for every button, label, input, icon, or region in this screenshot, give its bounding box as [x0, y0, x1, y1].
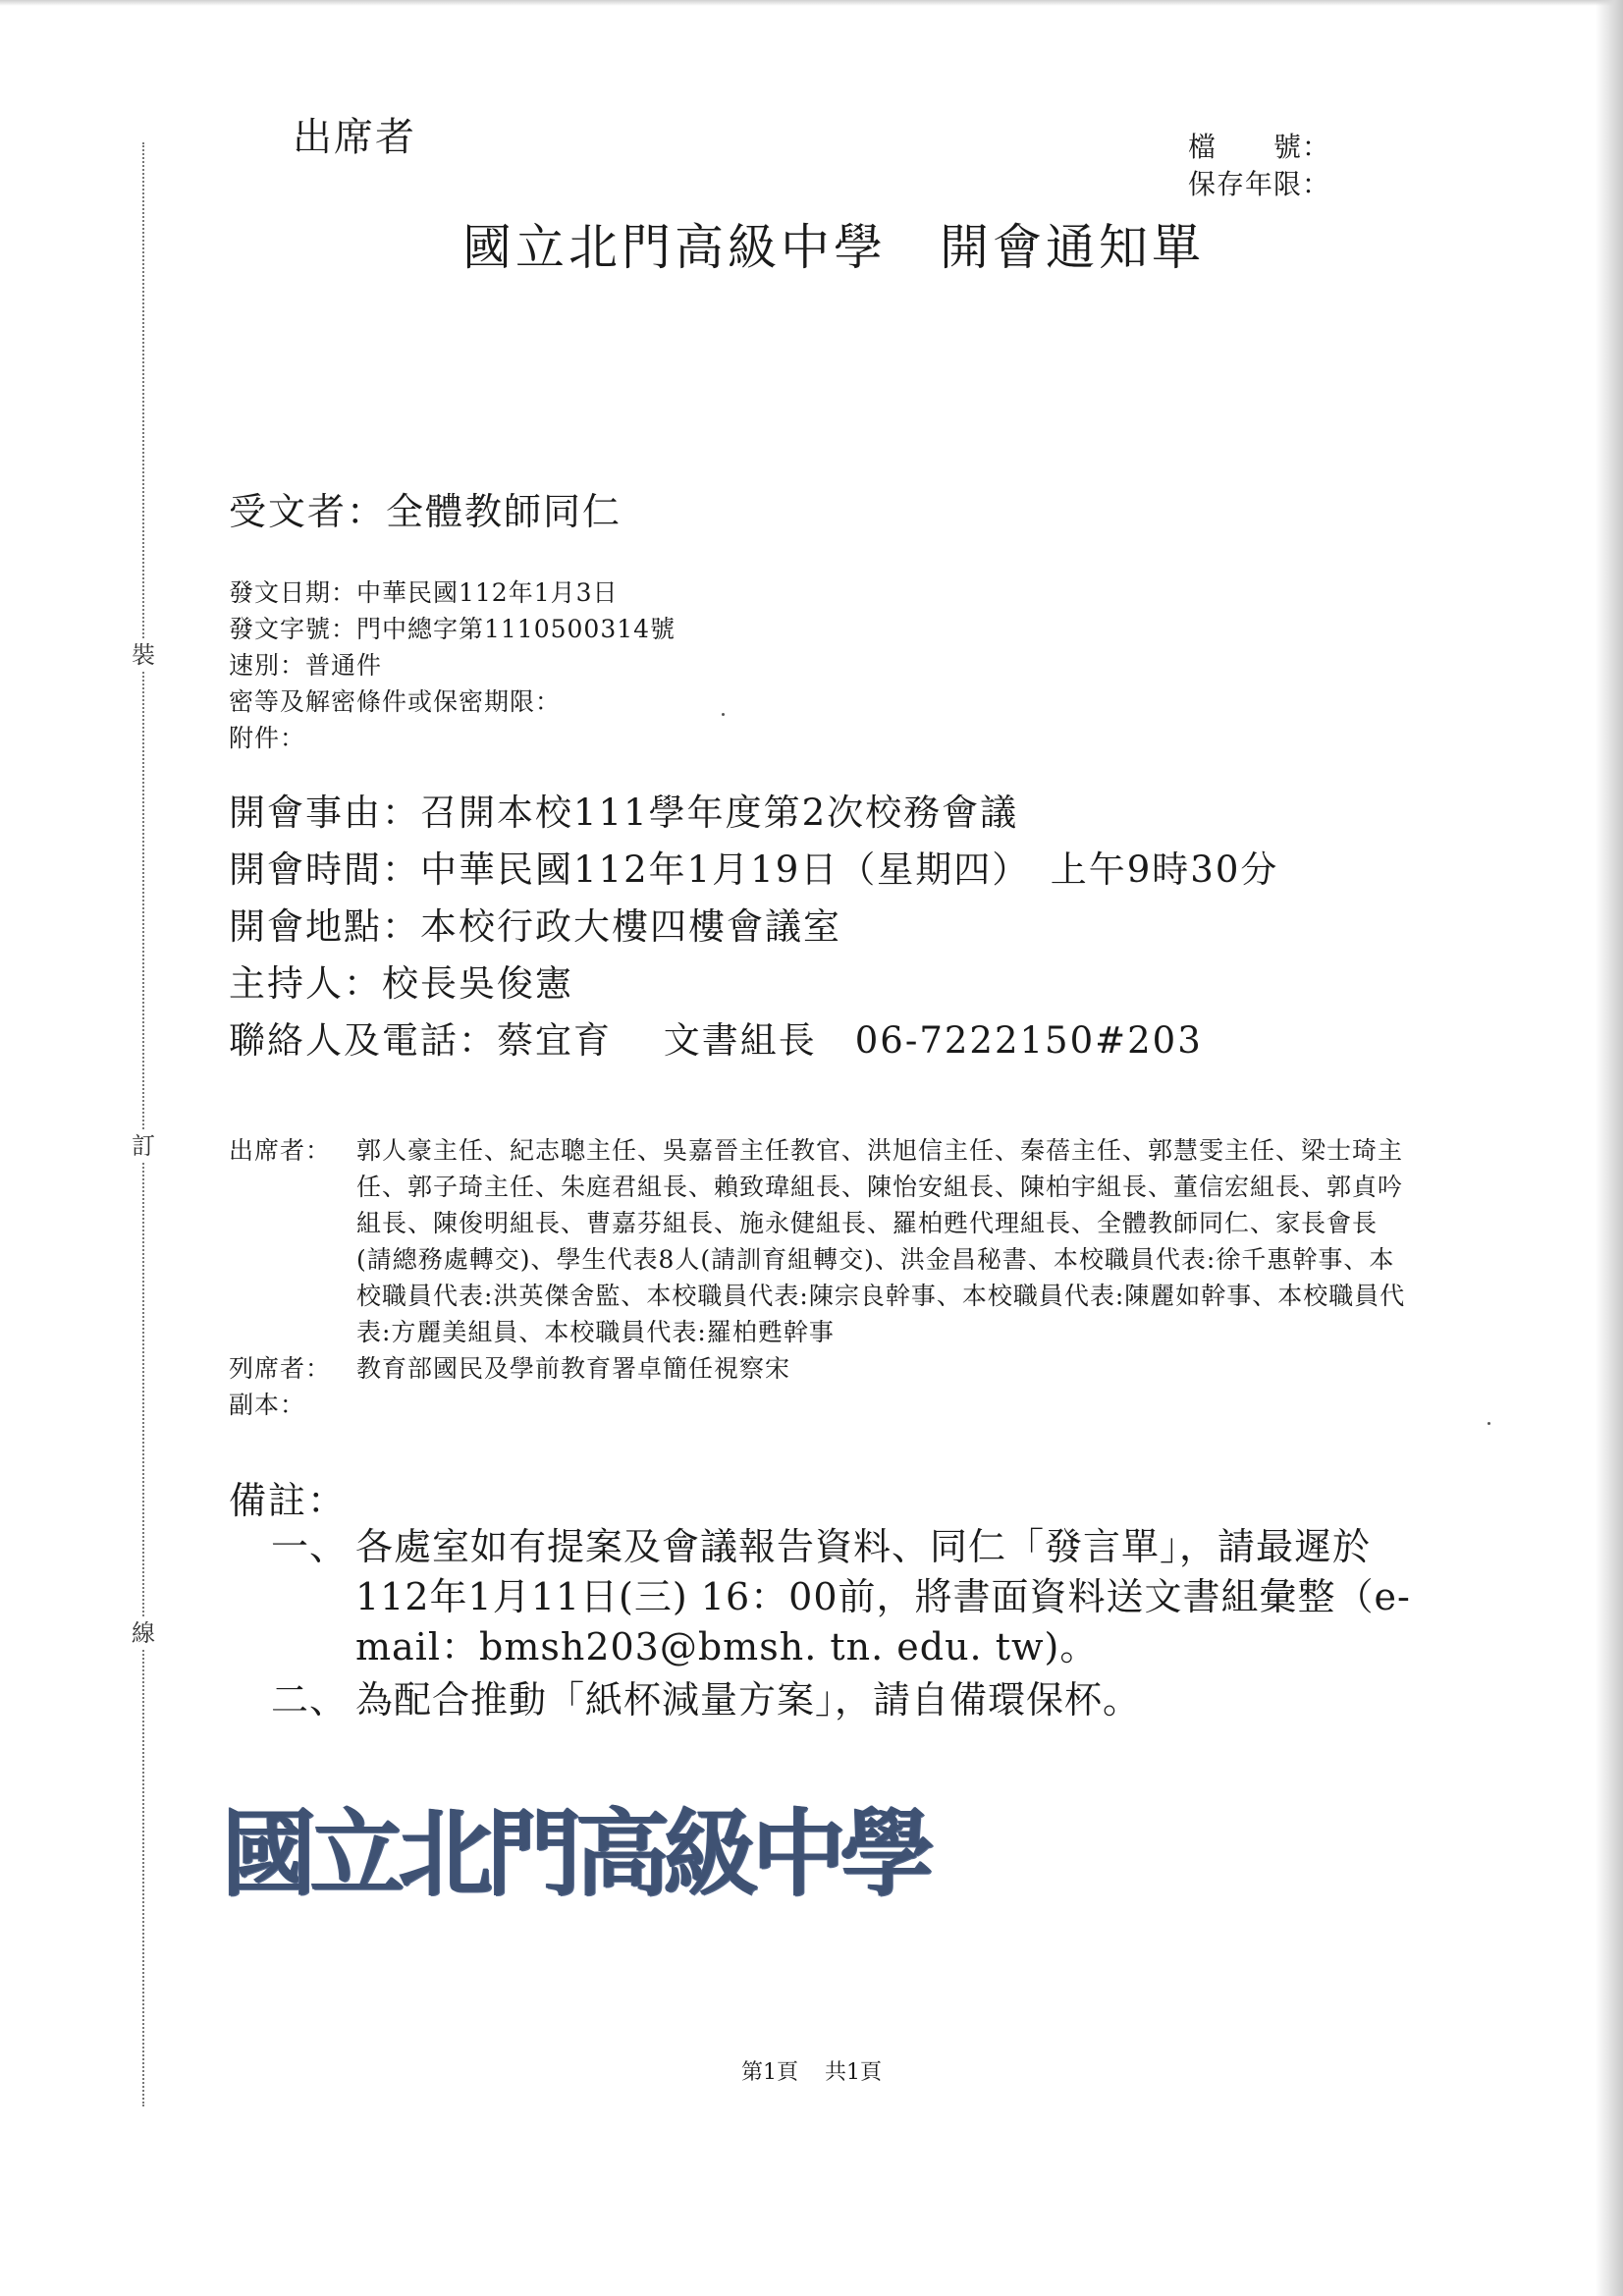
meeting-time: 開會時間：中華民國112年1月19日（星期四） 上午9時30分: [229, 848, 1279, 891]
observers-list: 教育部國民及學前教育署卓簡任視察宋: [356, 1354, 791, 1383]
note-text: 為配合推動「紙杯減量方案」，請自備環保杯。: [355, 1678, 1142, 1722]
copy-list: [356, 1387, 1407, 1423]
attendee-header-label: 出席者: [293, 115, 416, 160]
binding-char-1: 裝: [132, 641, 155, 669]
copy-label: 副本：: [229, 1391, 306, 1419]
retention-period-label: 保存年限：: [1188, 168, 1331, 200]
binding-char-3: 線: [132, 1619, 155, 1647]
issue-date: 發文日期：中華民國112年1月3日: [229, 578, 619, 607]
page-footer: [0, 2055, 1623, 2086]
meeting-contact: 聯絡人及電話：蔡宜育 文書組長 06-7222150#203: [229, 1019, 1203, 1062]
file-number-label: 檔 號：: [1188, 131, 1331, 163]
document-number: 發文字號：門中總字第1110500314號: [229, 615, 676, 643]
scan-top-shade: [0, 0, 1623, 6]
binding-dotted-line: [142, 142, 144, 2106]
attendees-section: [229, 1132, 1407, 1423]
document-title: 國立北門高級中學 開會通知單: [462, 219, 1205, 276]
delivery-speed: 速別：普通件: [229, 651, 383, 680]
note-number: 一、: [271, 1525, 349, 1568]
notes-title: 備註：: [229, 1479, 348, 1522]
scan-speck: [722, 713, 725, 716]
note-item: [271, 1522, 1420, 1672]
recipient-line: 受文者：全體教師同仁: [229, 490, 622, 533]
note-text: 各處室如有提案及會議報告資料、同仁「發言單」，請最遲於112年1月11日(三) 16：00前，將書面資料送文書組彙整（e-mail：bmsh203@bmsh. tn. edu. tw)。: [355, 1525, 1411, 1668]
scan-right-edge: [1596, 0, 1623, 2296]
school-seal-stamp: 國立北門高級中學: [222, 1799, 929, 1909]
attendees-label: 出席者：: [229, 1136, 332, 1165]
binding-char-2: 訂: [132, 1132, 155, 1160]
observers-label: 列席者：: [229, 1354, 332, 1383]
attachments: 附件：: [229, 724, 306, 752]
note-item: [271, 1675, 1420, 1725]
secrecy-level: 密等及解密條件或保密期限：: [229, 687, 562, 716]
page-total: 共1頁: [825, 2060, 882, 2085]
scan-speck: [1488, 1422, 1490, 1425]
note-number: 二、: [271, 1678, 349, 1722]
meeting-subject: 開會事由：召開本校111學年度第2次校務會議: [229, 792, 1019, 834]
meeting-host: 主持人：校長吳俊憲: [229, 962, 573, 1005]
page-number: 第1頁: [741, 2060, 798, 2085]
meeting-place: 開會地點：本校行政大樓四樓會議室: [229, 905, 841, 948]
attendees-list: 郭人豪主任、紀志聰主任、吳嘉晉主任教官、洪旭信主任、秦蓓主任、郭慧雯主任、梁士琦主任、郭子琦主任、朱庭君組長、賴致瑋組長、陳怡安組長、陳柏宇組長、董信宏組長、郭貞吟組長、陳俊明組長、曹嘉芬組長、施永健組長、羅柏甦代理組長、全體教師同仁、家長會長(請總務處轉交)、學生代表8人(請訓育組轉交)、洪金昌秘書、本校職員代表:徐千惠幹事、本校職員代表:洪英傑舍監、本校職員代表:陳宗良幹事、本校職員代表:陳麗如幹事、本校職員代表:方麗美組員、本校職員代表:羅柏甦幹事: [356, 1136, 1406, 1346]
